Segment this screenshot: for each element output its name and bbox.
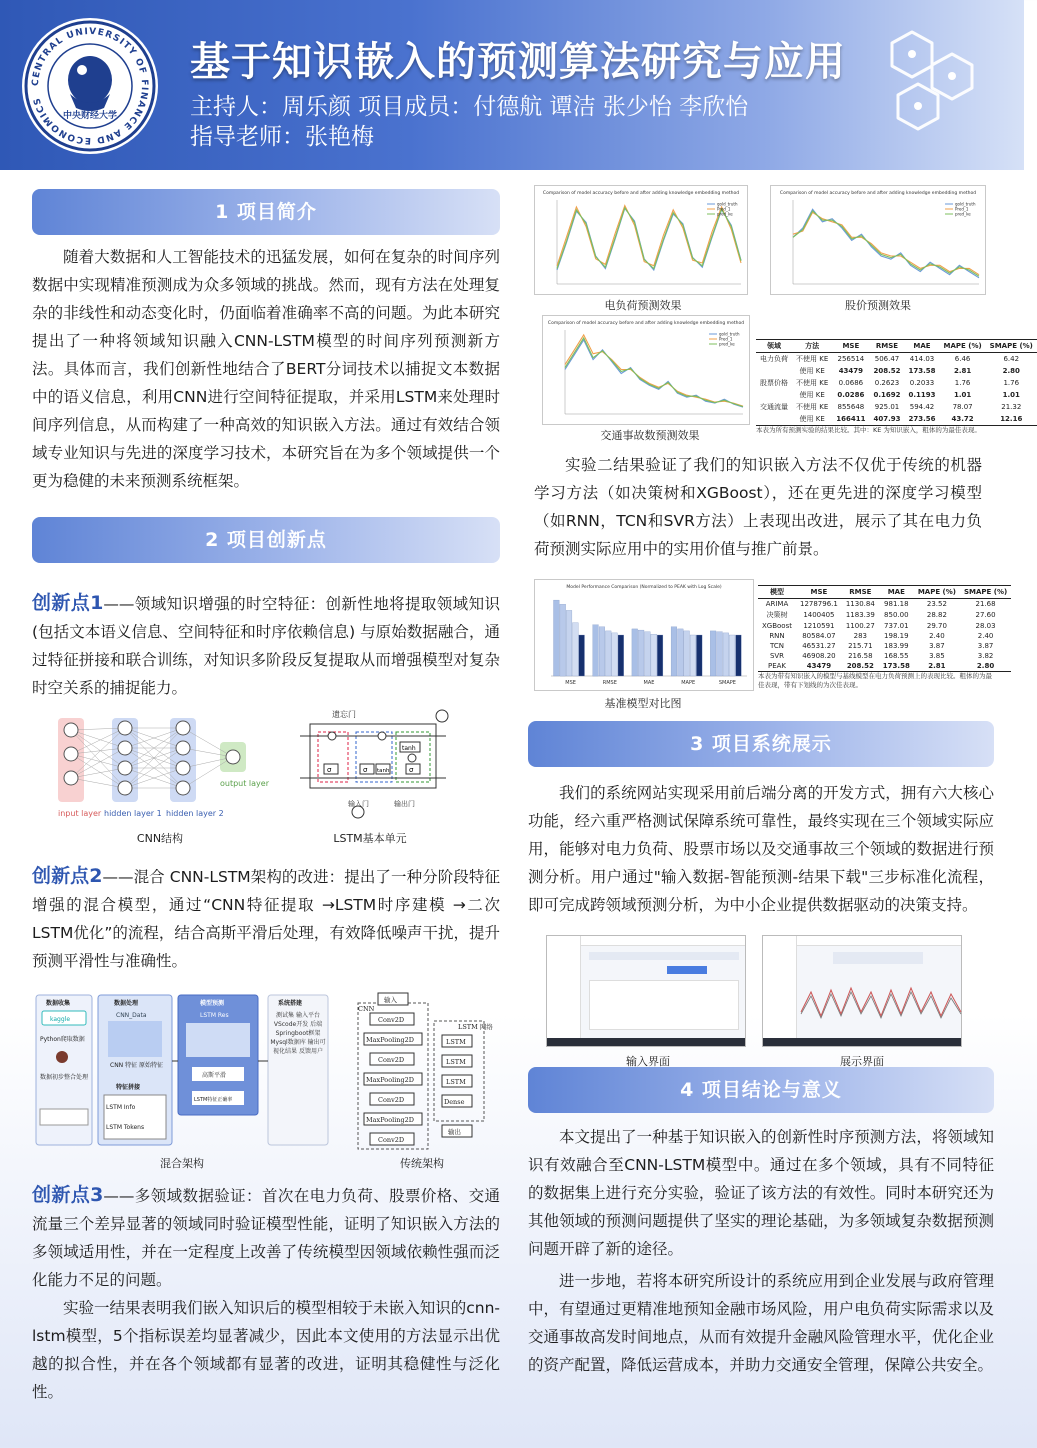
table1-cell: 交通流量 — [760, 403, 788, 411]
table2-cell: ARIMA — [765, 600, 789, 608]
table1-cell — [756, 389, 792, 401]
table2-cell: 80584.07 — [802, 632, 836, 640]
right-column — [528, 185, 1033, 1379]
table2-cell: RNN — [769, 632, 785, 640]
chart-title: Comparison of model accuracy before and after adding knowledge embedding method — [547, 321, 745, 326]
system-screenshots — [528, 935, 994, 1075]
svg-text:数据初步整合处理: 数据初步整合处理 — [40, 1074, 89, 1081]
table1-header-cell: MSE — [842, 342, 860, 350]
traffic-accident-caption: 交通事故数预测效果 — [600, 429, 700, 442]
table2-cell: 173.58 — [882, 662, 910, 670]
stock-price-chart — [770, 185, 986, 295]
table1-row — [756, 365, 1037, 377]
project-members — [190, 92, 748, 152]
university-logo — [22, 18, 158, 154]
svg-text:hidden layer 1: hidden layer 1 — [104, 809, 162, 818]
table1-table — [756, 339, 1037, 426]
table2-header-cell: RMSE — [849, 588, 872, 596]
lstm-caption: LSTM基本单元 — [333, 832, 407, 845]
legend-label: gold_truth — [719, 331, 740, 337]
svg-text:tanh: tanh — [377, 768, 390, 774]
innovation-2-heading: 创新点2 — [32, 865, 103, 887]
table2-cell: 850.00 — [884, 611, 909, 619]
table1-header-cell: MAPE (%) — [943, 342, 982, 350]
svg-text:MaxPooling2D: MaxPooling2D — [366, 1036, 414, 1044]
table1-cell: 1.01 — [953, 391, 972, 399]
table2-cell: 1210591 — [803, 622, 835, 630]
bar-RNN-SMAPE — [729, 635, 735, 676]
table1-header-cell: MAE — [913, 342, 931, 350]
legend-label: Pred_1 — [955, 206, 969, 212]
table1-cell: 1.76 — [954, 379, 971, 387]
section-intro-title: 1 项目简介 — [32, 189, 500, 235]
nn-figures — [32, 710, 500, 846]
section-system-title: 3 项目系统展示 — [528, 721, 994, 767]
table1-cell — [756, 365, 792, 377]
table2-cell: 23.52 — [926, 600, 947, 608]
series-line-Pred_1 — [557, 206, 741, 266]
bar-category-label: MAE — [643, 680, 655, 686]
architecture-figures — [32, 991, 500, 1169]
table2-cell: 216.58 — [848, 652, 873, 660]
bar-category-label: RMSE — [602, 680, 617, 686]
svg-text:Python爬取数据: Python爬取数据 — [40, 1036, 85, 1043]
table1-cell: 0.1692 — [873, 391, 901, 399]
experiment-1-paragraph: 实验一结果表明我们嵌入知识后的模型相较于未嵌入知识的cnn-lstm模型，5个指标误差均显著减少，因此本文使用的方法显示出优越的拟合性，并在各个领域都有显著的改进，证明其稳健性与泛化性。 — [32, 1299, 500, 1401]
table2-row — [758, 621, 1011, 631]
svg-text:CENTRAL UNIVERSITY OF FINANCE: CENTRAL UNIVERSITY OF FINANCE AND ECONOMICS — [30, 26, 150, 146]
table2-cell: 3.87 — [977, 642, 994, 650]
power-load-caption: 电负荷预测效果 — [604, 299, 682, 312]
svg-text:σ: σ — [363, 766, 368, 774]
table2-cell: 183.99 — [884, 642, 909, 650]
chart-title: Comparison of model accuracy before and after adding knowledge embedding method — [542, 191, 740, 196]
svg-text:input layer: input layer — [58, 809, 102, 818]
traffic-accident-chart — [542, 315, 750, 425]
svg-text:LSTM Res: LSTM Res — [200, 1012, 229, 1019]
bar-ARIMA-SMAPE — [710, 631, 716, 676]
bar-决策树-MSE — [560, 604, 566, 676]
power-load-chart — [534, 185, 748, 295]
intro-paragraph: 随着大数据和人工智能技术的迅猛发展，如何在复杂的时间序列数据中实现精准预测成为众多领域的挑战。然而，现有方法在处理复杂的非线性和动态变化时，仍面临着准确率不高的问题。为此本研究提出了一种将领域知识融入CNN-LSTM模型的时间序列预测新方法。具体而言，我们创新性地结合了BERT分词技术以捕捉文本数据中的语义信息，利用CNN进行空间特征提取，并采用LSTM来处理时间序列信息，从而构建了一种高效的知识嵌入方法。通过有效结合领域专业知识与先进的深度学习技术，本研究旨在为多个领域提供一个更为稳健的未来预测系统框架。 — [32, 248, 500, 490]
table1-cell: 21.32 — [1001, 403, 1022, 411]
legend-label: pred_ke — [955, 211, 971, 217]
table2-cell: 981.18 — [884, 600, 909, 608]
svg-text:σ: σ — [409, 766, 414, 774]
bar-PEAK-SMAPE — [736, 635, 742, 676]
table1-cell: 273.56 — [908, 415, 936, 423]
bar-category-label: MAPE — [681, 680, 696, 686]
table2-cell: 46531.27 — [802, 642, 836, 650]
table2-cell: 3.87 — [929, 642, 945, 650]
table1-cell: 256514 — [837, 355, 865, 363]
input-screenshot — [546, 935, 746, 1047]
logo-cn-text: 中央财经大学 — [62, 111, 118, 121]
table1-cell: 电力负荷 — [760, 355, 788, 363]
poster-header — [0, 0, 1024, 170]
table2-header-cell: MSE — [810, 588, 828, 596]
series-line-Pred_1 — [565, 335, 743, 406]
svg-text:CNN 特征 原始特征: CNN 特征 原始特征 — [110, 1062, 163, 1069]
legend-label: gold_truth — [955, 201, 976, 207]
table2-cell: 3.82 — [977, 652, 994, 660]
display-chart-preview-icon — [801, 972, 961, 1032]
table1-row — [756, 353, 1037, 366]
svg-text:output layer: output layer — [220, 779, 269, 788]
svg-text:遗忘门: 遗忘门 — [332, 710, 356, 719]
innovation-1 — [32, 589, 500, 702]
bar-ARIMA-MSE — [554, 600, 560, 676]
ke-comparison-table — [756, 339, 1033, 435]
bar-PEAK-MAE — [657, 635, 663, 676]
table1-cell: 43.72 — [951, 415, 974, 423]
table1-header-cell: RMSE — [875, 342, 899, 350]
svg-text:CNN_Data: CNN_Data — [116, 1012, 147, 1019]
innovation-2 — [32, 862, 500, 975]
table1-cell: 855648 — [837, 403, 865, 411]
bar-XGBoost-RMSE — [605, 631, 611, 676]
bar-XGBoost-SMAPE — [723, 633, 729, 676]
table2-header-cell: 模型 — [769, 588, 784, 596]
bar-PEAK-RMSE — [618, 635, 624, 676]
table1-cell: 2.80 — [1002, 367, 1020, 375]
table2-row — [758, 661, 1011, 672]
svg-text:Conv2D: Conv2D — [378, 1016, 405, 1024]
innovation-3-heading: 创新点3 — [32, 1184, 104, 1206]
table2-cell: 2.40 — [977, 632, 994, 640]
svg-text:LSTM: LSTM — [446, 1078, 466, 1086]
table2-cell: 29.70 — [926, 622, 947, 630]
bar-category-label: SMAPE — [718, 680, 736, 686]
bar-ARIMA-RMSE — [593, 625, 599, 676]
innovation-1-heading: 创新点1 — [32, 592, 104, 614]
svg-text:Conv2D: Conv2D — [378, 1096, 405, 1104]
display-screenshot — [762, 935, 962, 1047]
table1-cell: 414.03 — [909, 355, 935, 363]
table1-cell: 43479 — [838, 367, 864, 375]
conclusion-paragraph-2: 进一步地，若将本研究所设计的系统应用到企业发展与政府管理中，有望通过更精准地预知金融市场风险，用户电负荷实际需求以及交通事故高发时间地点，从而有效提升金融风险管理水平，优化企业的资产配置，降低运营成本，并助力交通安全管理，保障公共安全。 — [528, 1272, 994, 1374]
table2-header-cell: MAPE (%) — [917, 588, 956, 596]
bar-ARIMA-MAE — [632, 629, 638, 676]
bar-RNN-RMSE — [612, 633, 618, 676]
bar-XGBoost-MAE — [645, 632, 651, 676]
svg-text:输出: 输出 — [448, 1128, 461, 1136]
table1-cell: 506.47 — [874, 355, 900, 363]
bar-ARIMA-MAPE — [671, 627, 677, 676]
bar-决策树-RMSE — [599, 627, 605, 676]
table2-cell: 1183.39 — [845, 611, 875, 619]
table1-cell: 12.16 — [1000, 415, 1023, 423]
table2-cell: 46908.20 — [802, 652, 836, 660]
table1-cell: 使用 KE — [799, 391, 825, 399]
table2-cell: 215.71 — [848, 642, 873, 650]
system-paragraph: 我们的系统网站实现采用前后端分离的开发方式，拥有六大核心功能，经六重严格测试保障系统可靠性，最终实现在三个领域实际应用，能够对电力负荷、股票市场以及交通事故三个领域的数据进行预测分析。用户通过"输入数据-智能预测-结果下载"三步标准化流程，即可完成跨领域预测分析，为中小企业提供数据驱动的决策支持。 — [528, 784, 994, 914]
table1-cell: 股票价格 — [760, 379, 788, 387]
table1-cell: 0.0686 — [838, 379, 864, 387]
traditional-architecture-diagram — [354, 991, 494, 1151]
conclusion-paragraph-1: 本文提出了一种基于知识嵌入的创新性时序预测方法，将领域知识有效融合至CNN-LSTM模型中。通过在多个领域，具有不同特征的数据集上进行充分实验，验证了该方法的有效性。同时本研究还为其他领域的预测问题提供了坚实的理论基础，为多领域复杂数据预测问题开辟了新的途径。 — [528, 1128, 994, 1258]
input-caption: 输入界面 — [626, 1055, 670, 1068]
section-conclusion-title: 4 项目结论与意义 — [528, 1067, 994, 1113]
table1-cell: 0.2033 — [909, 379, 935, 387]
table1-cell — [756, 413, 792, 426]
innovation-1-text: ——领域知识增强的时空特征：创新性地将提取领域知识(包括文本语义信息、空间特征和时序依赖信息) 与原始数据融合，通过特征拼接和联合训练，对知识多阶段反复提取从而增强模型对复杂时空关系的捕捉能力。 — [32, 595, 500, 697]
mixed-architecture-diagram: 数据收集 kaggle Python爬取数据 数据初步整合处理 数据处理 CNN_Data CNN 特征 原始特征 特征拼接 LSTM Info LSTM Tokens 模型预测 LSTM Res 高斯平滑 LSTM特征正确率 系统搭建 测试集 输入平台 VScode开发 后端Springboot框架 Mysql数据库 输出可视化结果 反馈用户 — [32, 991, 332, 1151]
legend-label: pred_ke — [717, 211, 733, 217]
table1-cell: 6.46 — [954, 355, 971, 363]
table2-cell: 168.55 — [884, 652, 909, 660]
svg-text:LSTM Info: LSTM Info — [106, 1104, 136, 1111]
bar-RNN-MSE — [573, 623, 579, 676]
table1-cell: 1.01 — [1002, 391, 1020, 399]
svg-text:系统搭建: 系统搭建 — [278, 1000, 303, 1007]
table2-cell: SVR — [769, 652, 785, 660]
table1-cell: 不使用 KE — [796, 355, 829, 363]
section-innovation-title: 2 项目创新点 — [32, 517, 500, 563]
table1-row — [756, 377, 1037, 389]
svg-text:特征拼接: 特征拼接 — [116, 1084, 141, 1091]
innovation-2-text: ——混合 CNN-LSTM架构的改进：提出了一种分阶段特征增强的混合模型，通过“CNN特征提取 →LSTM时序建模 →二次LSTM优化”的流程，结合高斯平滑后处理，有效降低噪声干扰，提升预测平滑性与准确性。 — [32, 868, 500, 970]
table1-cell: 166411 — [836, 415, 866, 423]
university-seal-icon — [22, 18, 158, 154]
bar-决策树-SMAPE — [717, 632, 723, 676]
table2-cell: 决策树 — [766, 611, 788, 619]
table1-header-cell: SMAPE (%) — [989, 342, 1033, 350]
series-line-Pred_1 — [793, 212, 979, 274]
experiment-2-paragraph: 实验二结果验证了我们的知识嵌入方法不仅优于传统的机器学习方法（如决策树和XGBoost），还在更先进的深度学习模型（如RNN，TCN和SVR方法）上表现出改进，展示了其在电力负荷预测实际应用中的实用价值与推广前景。 — [534, 456, 982, 558]
table2-cell: 208.52 — [846, 662, 874, 670]
table2-cell: PEAK — [767, 662, 786, 670]
series-line-pred_ke — [557, 208, 741, 269]
innovation-3-text: ——多领域数据验证：首次在电力负荷、股票价格、交通流量三个差异显著的领域同时验证模型性能，证明了知识嵌入方法的多领域适用性，并在一定程度上改善了传统模型因领域依赖性强而泛化能力不足的问题。 — [32, 1187, 500, 1289]
stock-price-caption: 股价预测效果 — [845, 299, 911, 312]
table2-table — [758, 585, 1011, 672]
cnn-structure-diagram — [54, 716, 294, 826]
baseline-comparison — [528, 579, 1008, 715]
table2-cell: 1278796.1 — [799, 600, 838, 608]
table1-cell: 594.42 — [909, 403, 935, 411]
svg-text:LSTM特征正确率: LSTM特征正确率 — [194, 1097, 233, 1103]
table2-cell: 198.19 — [884, 632, 909, 640]
table2-row — [758, 599, 1011, 610]
svg-text:数据处理: 数据处理 — [114, 1000, 139, 1007]
table2-cell: 28.03 — [975, 622, 996, 630]
table2-row — [758, 609, 1011, 621]
members-line: 主持人：周乐颜 项目成员：付德航 谭洁 张少怡 李欣怡 — [190, 94, 749, 120]
bar-RNN-MAE — [651, 634, 657, 676]
table1-header-cell: 方法 — [805, 342, 820, 350]
table2-cell: XGBoost — [762, 622, 792, 630]
bar-RNN-MAPE — [690, 635, 696, 676]
table2-row — [758, 651, 1011, 661]
svg-text:MaxPooling2D: MaxPooling2D — [366, 1076, 414, 1084]
bar-PEAK-MAPE — [696, 635, 702, 676]
display-caption: 展示界面 — [840, 1055, 884, 1068]
table1-note: 本表为所有预测实验的结果比较。其中：KE 为知识嵌入，粗体的为最佳表现。 — [756, 426, 981, 434]
table1-cell: 0.2623 — [874, 379, 900, 387]
hexagon-decoration-icon — [878, 26, 986, 134]
svg-text:Conv2D: Conv2D — [378, 1056, 405, 1064]
table2-cell: 2.81 — [928, 662, 946, 670]
cnn-caption: CNN结构 — [136, 832, 184, 845]
table2-cell: 737.01 — [884, 622, 909, 630]
table2-cell: 1130.84 — [845, 600, 875, 608]
table1-row — [756, 401, 1037, 413]
legend-label: pred_ke — [719, 341, 735, 347]
page-title: 基于知识嵌入的预测算法研究与应用 — [190, 39, 846, 85]
series-line-gold_truth — [793, 206, 979, 277]
table2-cell: 1400405 — [803, 611, 835, 619]
legend-label: Pred_1 — [717, 206, 731, 212]
left-column — [32, 185, 500, 1406]
table1-cell: 使用 KE — [799, 367, 825, 375]
lstm-cell-diagram — [296, 708, 456, 820]
svg-text:模型预测: 模型预测 — [200, 1000, 225, 1007]
svg-text:LSTM Tokens: LSTM Tokens — [106, 1124, 145, 1131]
table1-cell: 2.81 — [953, 367, 972, 375]
series-line-pred_ke — [565, 338, 743, 407]
table2-cell: 43479 — [806, 662, 832, 670]
svg-text:LSTM 网络: LSTM 网络 — [458, 1023, 493, 1031]
svg-text:σ: σ — [327, 766, 332, 774]
legend-label: gold_truth — [717, 201, 738, 207]
table1-row — [756, 413, 1037, 426]
bar-决策树-MAE — [638, 630, 644, 676]
table1-cell: 不使用 KE — [796, 403, 829, 411]
bar-决策树-MAPE — [678, 629, 684, 676]
bar-chart-title: Model Performance Comparison (Normalized to PEAK with Log Scale) — [566, 585, 722, 590]
table2-cell: 21.68 — [975, 600, 996, 608]
table1-cell: 407.93 — [873, 415, 901, 423]
table2-cell: 27.60 — [975, 611, 996, 619]
table1-cell: 0.0286 — [837, 391, 865, 399]
svg-text:LSTM: LSTM — [446, 1058, 466, 1066]
table2-cell: 1100.27 — [845, 622, 875, 630]
baseline-bar-caption: 基准模型对比图 — [604, 697, 682, 710]
table2-cell: 2.80 — [976, 662, 995, 670]
table2-cell: 2.40 — [929, 632, 945, 640]
baseline-bar-chart — [534, 579, 754, 691]
table1-cell: 使用 KE — [799, 415, 825, 423]
table2-cell: 28.82 — [926, 611, 947, 619]
bar-XGBoost-MAPE — [684, 631, 690, 676]
bar-XGBoost-MSE — [566, 610, 572, 676]
svg-text:Dense: Dense — [444, 1098, 465, 1106]
traditional-architecture-caption: 传统架构 — [400, 1157, 444, 1170]
svg-text:hidden layer 2: hidden layer 2 — [166, 809, 224, 818]
legend-label: Pred_1 — [719, 336, 733, 342]
table2-cell: TCN — [769, 642, 784, 650]
svg-text:输入门: 输入门 — [348, 800, 369, 808]
svg-text:LSTM: LSTM — [446, 1038, 466, 1046]
advisor-line: 指导老师：张艳梅 — [190, 124, 374, 150]
table2-header-cell: MAE — [887, 588, 905, 596]
table1-header-cell: 领域 — [767, 342, 781, 350]
series-line-gold_truth — [557, 208, 741, 270]
bar-PEAK-MSE — [579, 635, 585, 676]
svg-text:Conv2D: Conv2D — [378, 1136, 405, 1144]
bar-category-label: MSE — [565, 680, 576, 686]
chart-title: Comparison of model accuracy before and after adding knowledge embedding method — [779, 191, 977, 196]
table2-row — [758, 641, 1011, 651]
table1-cell: 925.01 — [874, 403, 900, 411]
table1-cell: 78.07 — [952, 403, 973, 411]
baseline-table — [758, 585, 1008, 690]
table1-row — [756, 389, 1037, 401]
table2-cell: 283 — [853, 632, 867, 640]
mixed-architecture-caption: 混合架构 — [160, 1157, 204, 1170]
svg-text:CNN: CNN — [358, 1005, 375, 1013]
table2-row — [758, 631, 1011, 641]
table2-note: 本表为带有知识嵌入的模型与基线模型在电力负荷预测上的表现比较。粗体的为最佳表现，带有下划线的为次佳表现。 — [758, 672, 992, 689]
table1-cell: 1.76 — [1003, 379, 1020, 387]
table2-cell: 3.85 — [929, 652, 945, 660]
table1-cell: 不使用 KE — [796, 379, 829, 387]
table1-cell: 173.58 — [908, 367, 936, 375]
svg-text:tanh: tanh — [402, 745, 416, 752]
table1-cell: 0.1193 — [908, 391, 936, 399]
svg-text:数据收集: 数据收集 — [46, 1000, 71, 1007]
table1-cell: 208.52 — [873, 367, 901, 375]
svg-text:MaxPooling2D: MaxPooling2D — [366, 1116, 414, 1124]
svg-text:输入: 输入 — [384, 996, 397, 1004]
svg-text:输出门: 输出门 — [394, 800, 415, 808]
prediction-charts — [528, 185, 1033, 447]
table1-cell: 6.42 — [1003, 355, 1020, 363]
svg-text:kaggle: kaggle — [50, 1016, 71, 1023]
table2-header-cell: SMAPE (%) — [963, 588, 1008, 596]
svg-text:高斯平滑: 高斯平滑 — [202, 1072, 227, 1079]
innovation-3 — [32, 1181, 500, 1294]
